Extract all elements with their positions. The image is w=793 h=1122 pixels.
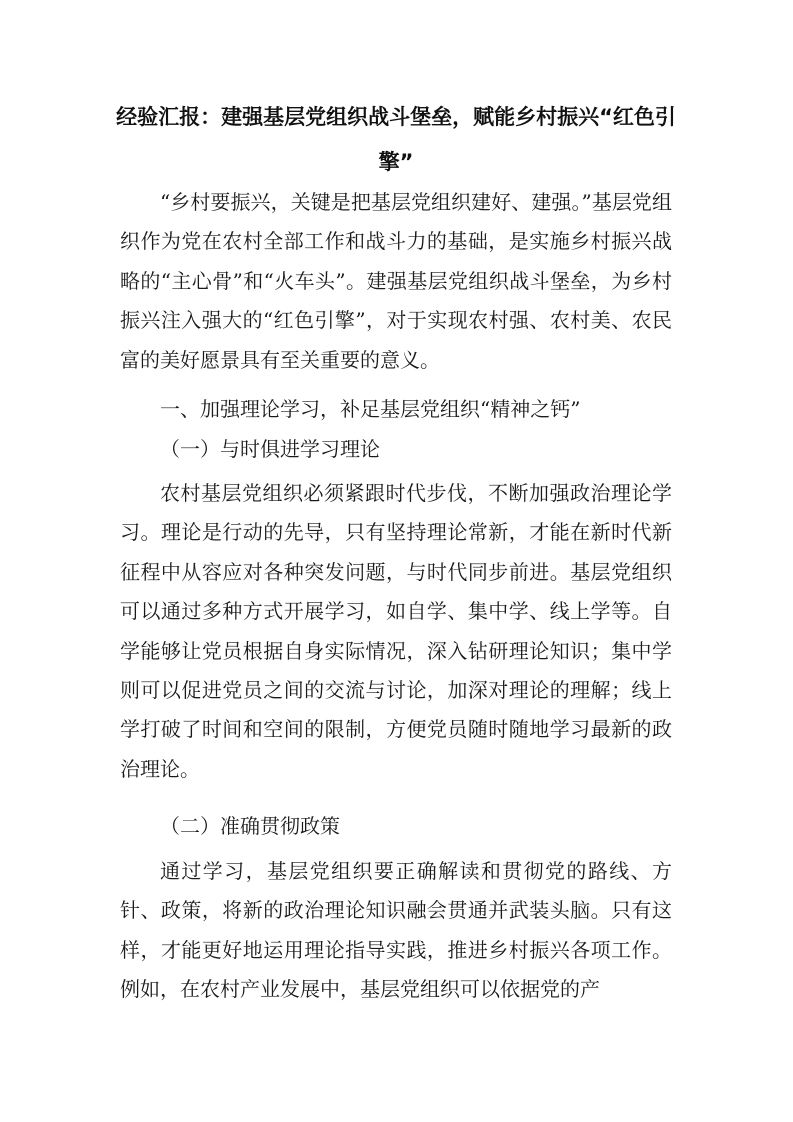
section-heading-1: 一、加强理论学习，补足基层党组织“精神之钙” [160, 397, 581, 421]
intro-paragraph: “乡村要振兴，关键是把基层党组织建好、建强。”基层党组织作为党在农村全部工作和战斗力的基础，是实施乡村振兴战略的“主心骨”和“火车头”。建强基层党组织战斗堡垒，为乡村振兴注入强大的“红色引擎”，对于实现农村强、农村美、农民富的美好愿景具有至关重要的意义。 [120, 190, 672, 372]
subsection-2-paragraph: 通过学习，基层党组织要正确解读和贯彻党的路线、方针、政策，将新的政治理论知识融会贯通并武装头脑。只有这样，才能更好地运用理论指导实践，推进乡村振兴各项工作。例如，在农村产业发展中，基层党组织可以依据党的产 [120, 859, 672, 1002]
subsection-1-paragraph: 农村基层党组织必须紧跟时代步伐，不断加强政治理论学习。理论是行动的先导，只有坚持理论常新，才能在新时代新征程中从容应对各种突发问题，与时代同步前进。基层党组织可以通过多种方式开展学习，如自学、集中学、线上学等。自学能够让党员根据自身实际情况，深入钻研理论知识；集中学则可以促进党员之间的交流与讨论，加深对理论的理解；线上学打破了时间和空间的限制，方便党员随时随地学习最新的政治理论。 [120, 481, 672, 781]
subsection-heading-1: （一）与时俱进学习理论 [160, 437, 380, 461]
document-title: 经验汇报：建强基层党组织战斗堡垒，赋能乡村振兴“红色引擎” [116, 105, 676, 174]
subsection-heading-2: （二）准确贯彻政策 [160, 814, 340, 838]
